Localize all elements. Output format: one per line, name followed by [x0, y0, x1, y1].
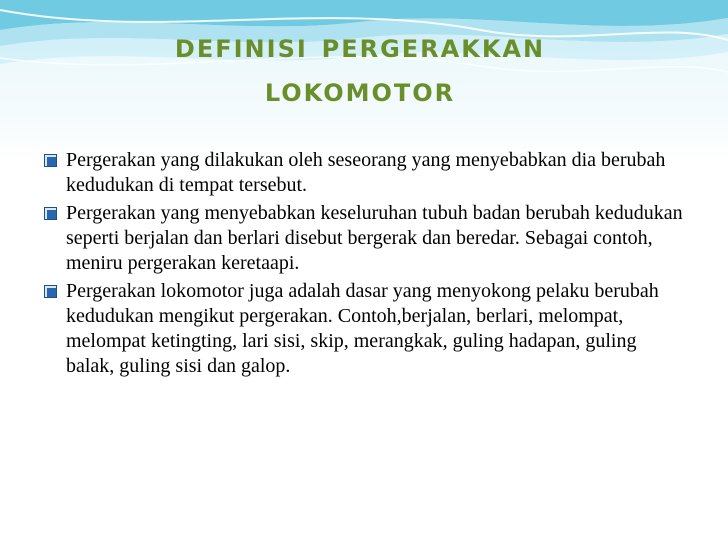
bullet-text: Pergerakan yang dilakukan oleh seseorang yang menyebabkan dia berubah kedudukan di tempat tersebut. [66, 149, 666, 196]
bullet-item [44, 279, 684, 379]
bullet-item [44, 201, 684, 276]
bullet-text: Pergerakan lokomotor juga adalah dasar yang menyokong pelaku berubah kedudukan mengikut pergerakan. Contoh,berjalan, berlari, melompat, melompat ketingting, lari sisi, skip, merangkak, guling hadapan, guling balak, guling sisi dan galop. [66, 280, 659, 377]
bullet-item [44, 148, 684, 198]
bullet-list [44, 148, 684, 382]
bullet-text: Pergerakan yang menyebabkan keseluruhan tubuh badan berubah kedudukan seperti berjalan dan berlari disebut bergerak dan beredar. Sebagai contoh, meniru pergerakan keretaapi. [66, 202, 683, 274]
square-checkbox-bullet-icon [44, 207, 58, 221]
slide-title-line-2: lokomotor [264, 70, 456, 110]
slide-title-line-1: definisi pergerakkan [174, 26, 546, 66]
square-checkbox-bullet-icon [44, 154, 58, 168]
slide-title [60, 24, 660, 112]
square-checkbox-bullet-icon [44, 285, 58, 299]
